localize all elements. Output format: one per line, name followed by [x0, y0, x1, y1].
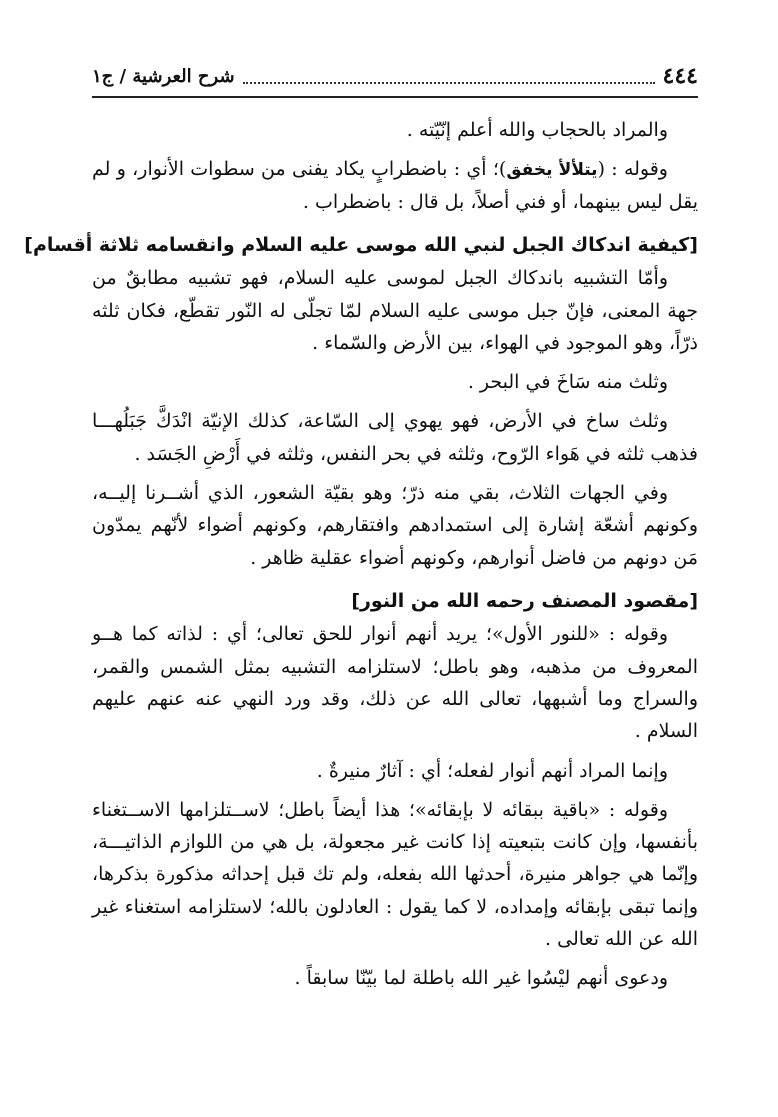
- paragraph-mountain-simile: [92, 262, 698, 359]
- book-page: [24, 56, 698, 1076]
- paragraph-three-directions: [92, 477, 698, 574]
- paragraph-text: والمراد بالحجاب والله أعلم إنّيّته .: [406, 119, 668, 141]
- paragraph-text: وقوله : «باقية ببقائه لا بإبقائه»؛ هذا أيضاً باطل؛ لاســتلزامها الاســتغناء بأنفسها، وإن كانت بتبعيته إذا كانت غير مجعولة، بل هي من اللوازم الذاتيـــة، وإنّما هي جواهر منيرة، أحدثها الله بفعله، ولم تك قبل إحداثه مذكورة بذكرها، وإنما تبقى بإبقائه وإمداده، لا كما يقول : العادلون بالله؛ لاستلزامه استغناء غير الله عن الله تعالى .: [92, 798, 698, 951]
- quote-prefix: وقوله : (: [597, 158, 668, 181]
- paragraph-text: وفي الجهات الثلاث، بقي منه ذرّ؛ وهو بقيّة الشعور، الذي أشــرنا إليــه، وكونهم أشعّة إشارة إلى استمدادهم وافتقارهم، وكونهم أضواء لأنّهم يمدّون مَن دونهم من فاضل أنوارهم، وكونهم أضواء عقلية ظاهر .: [92, 482, 698, 569]
- page-content: [24, 114, 698, 995]
- paragraph-hijab: [92, 114, 698, 146]
- paragraph-text: )؛ أي : باضطرابٍ يكاد يفنى من سطوات الأنوار، و لم يقل ليس بينهما، أو فني أصلاً، بل قال : باضطراب .: [92, 158, 698, 213]
- section-heading-light: [مقصود المصنف رحمه الله من النور]: [351, 589, 698, 612]
- paragraph-first-light: [92, 618, 698, 747]
- paragraph-sea-third: [92, 366, 698, 398]
- paragraph-text: وإنما المراد أنهم أنوار لفعله؛ أي : آثارٌ منيرةٌ .: [316, 759, 668, 782]
- header-dotted-rule: [243, 68, 655, 84]
- paragraph-yatalalaa: [92, 153, 698, 218]
- paragraph-remaining: [92, 794, 698, 955]
- paragraph-text: وأمّا التشبيه باندكاك الجبل لموسى عليه السلام، فهو تشبيه مطابقٌ من جهة المعنى، فإنّ جبل موسى عليه السلام لمّا تجلّى له النّور تقطّع، فكان ثلثه ذرّاً، وهو الموجود في الهواء، بين الأرض والسّماء .: [92, 267, 698, 354]
- paragraph-text: وثلث منه سَاخَ في البحر .: [467, 371, 668, 394]
- quoted-term: يتلألأ يخفق: [506, 160, 598, 181]
- paragraph-lights-of-act: [92, 755, 698, 787]
- paragraph-earth-third: [92, 405, 698, 470]
- running-header: [92, 56, 698, 98]
- paragraph-text: وقوله : «للنور الأول»؛ يريد أنهم أنوار للحق تعالى؛ أي : لذاته كما هــو المعروف من مذهبه، وهو باطل؛ لاستلزامه التشبيه بمثل الشمس والقمر، والسراج وما أشبهها، تعالى الله عن ذلك، وقد ورد النهي عنه عنهم عليهم السلام .: [92, 623, 698, 743]
- paragraph-claim: [92, 962, 698, 994]
- page-number: ٤٤٤: [662, 63, 698, 89]
- running-title: شرح العرشية / ج١: [92, 65, 235, 87]
- paragraph-text: ودعوى أنهم ليْسُوا غير الله باطلة لما بيّنّا سابقاً .: [294, 967, 668, 990]
- section-heading-mountain: [كيفية اندكاك الجبل لنبي الله موسى عليه السلام وانقسامه ثلاثة أقسام]: [24, 233, 698, 256]
- paragraph-text: وثلث ساخ في الأرض، فهو يهوي إلى السّاعة، كذلك الإنيّة انْدَكَّ جَبَلُهـــا فذهب ثلثه في هَواء الرّوح، وثلثه في بحر النفس، وثلثه في أَرْضِ الجَسَد .: [92, 410, 698, 465]
